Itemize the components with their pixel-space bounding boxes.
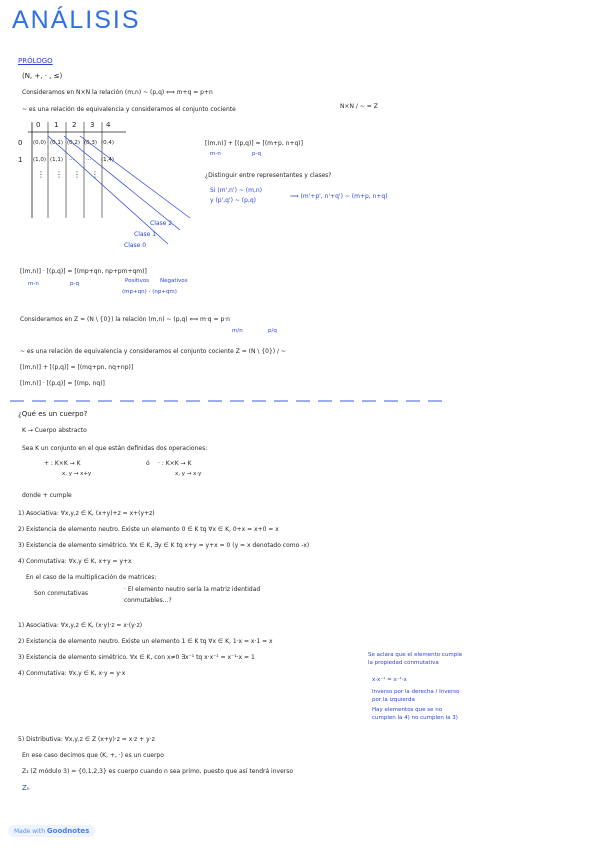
pairs-grid-diagram <box>8 118 198 258</box>
if-equiv-1: Si (m',n') ~ (m,n) <box>210 187 262 194</box>
col-header-1: 1 <box>54 121 59 129</box>
sum-property-1: 1) Asociativa: ∀x,y,z ∈ K, (x+y)+z = x+(y+z) <box>18 510 155 517</box>
sum-property-4: 4) Conmutativa: ∀x,y ∈ K, x+y = y+x <box>18 558 132 565</box>
dots-3: ⋮ <box>91 170 99 179</box>
operation-sum-map: x, y → x+y <box>62 471 92 477</box>
cell-0-1: (0,1) <box>50 140 64 146</box>
product-definition: [(m,n)] · [(p,q)] = [(mp+qn, np+pm+qm)] <box>20 268 147 275</box>
prologo-heading: PRÓLOGO <box>18 57 53 65</box>
z-sum-line: [(m,n)] + [(p,q)] = [(mq+pn, nq+np)] <box>20 364 134 371</box>
dots-2: ⋮ <box>73 170 81 179</box>
product-expression: (mp+qn) - (np+qm) <box>122 289 177 295</box>
cell-1-1: (1,1) <box>50 157 64 163</box>
operation-product: · : K×K → K <box>158 460 192 467</box>
negatives-label: Negativos <box>160 278 188 284</box>
cell-1-2: ··· <box>69 157 75 163</box>
sum-property-3: 3) Existencia de elemento simétrico. ∀x ∈ K, ∃y ∈ K tq x+y = y+x = 0 (y = x denotado como -x) <box>18 542 310 549</box>
class-label-1: Clase 1 <box>134 231 157 238</box>
cell-0-4: (0,4) <box>101 140 115 146</box>
col-header-2: 2 <box>72 121 77 129</box>
z-underlabel-1: m/n <box>232 328 243 334</box>
goodnotes-logo <box>8 825 95 837</box>
distributive-property: 5) Distributiva: ∀x,y,z ∈ Z (x+y)·z = x·z + y·z <box>18 736 155 743</box>
operation-sum: + : K×K → K <box>44 460 81 467</box>
cell-1-0: (1,0) <box>33 157 47 163</box>
cell-1-3: ··· <box>86 157 92 163</box>
sum-definition: [(m,n)] + [(p,q)] = [(m+p, n+q)] <box>205 140 303 147</box>
sum-underlabel-2: p-q <box>252 151 261 157</box>
or-text: ó <box>146 460 150 467</box>
if-equiv-2: y (p',q') ~ (p,q) <box>210 197 257 204</box>
sum-underlabel-1: m-n <box>210 151 221 157</box>
dots-1: ⋮ <box>55 170 63 179</box>
sum-property-2: 2) Existencia de elemento neutro. Existe un elemento 0 ∈ K tq ∀x ∈ K, 0+x = x+0 = x <box>18 526 279 533</box>
identity-matrix-note: · El elemento neutro sería la matriz identidad <box>124 586 261 593</box>
quotient-text: N×N / ~ = Z <box>340 103 378 110</box>
class-label-0: Clase 0 <box>124 242 147 249</box>
product-underlabel-2: p-q <box>70 281 79 287</box>
inverse-note: Se aclara que el elemento cumple la propiedad conmutativa <box>368 652 463 666</box>
positives-label: Positivos <box>125 278 150 284</box>
relation-line: Consideramos en N×N la relación (m,n) ~ (p,q) ⟺ m+q = p+n <box>22 89 213 96</box>
field-conclusion: En ese caso decimos que (K, +, ·) es un cuerpo <box>22 752 164 759</box>
equivalence-line: ~ es una relación de equivalencia y consideramos el conjunto cociente <box>22 106 236 113</box>
matrix-case: En el caso de la multiplicación de matrices: <box>26 574 157 581</box>
col-header-4: 4 <box>106 121 111 129</box>
structure-text: (N, +, · , ≤) <box>22 72 63 80</box>
product-underlabel-1: m-n <box>28 281 39 287</box>
cell-0-3: (0,3) <box>84 140 98 146</box>
conmutables-note: conmutables...? <box>124 597 172 604</box>
cell-0-0: (0,0) <box>33 140 47 146</box>
implies-equiv: ⟹ (m'+p', n'+q') ~ (m+p, n+q) <box>290 193 388 200</box>
abstract-field: K → Cuerpo abstracto <box>22 427 87 434</box>
representatives-question: ¿Distinguir entre representantes y clases? <box>205 172 332 179</box>
page-title: ANÁLISIS <box>12 6 141 34</box>
z-underlabel-2: p/q <box>268 328 277 334</box>
section-divider <box>10 398 450 404</box>
product-property-2: 2) Existencia de elemento neutro. Existe un elemento 1 ∈ K tq ∀x ∈ K, 1·x = x·1 = x <box>18 638 273 645</box>
z-equivalence-line: ~ es una relación de equivalencia y consideramos el conjunto cociente Z = (N \ {0}) / ~ <box>20 348 286 355</box>
made-with-text: Made with <box>14 828 45 835</box>
commutative-note: Son conmutativas <box>34 590 89 597</box>
z-relation-line: Consideramos en Z = (N \ {0}) la relación (m,n) ~ (p,q) ⟺ m·q = p·n <box>20 316 230 323</box>
set-definition: Sea K un conjunto en el que están definidas dos operaciones: <box>22 445 208 452</box>
operation-product-map: x, y → x·y <box>175 471 202 477</box>
where-sum-satisfies: donde + cumple <box>22 492 72 499</box>
col-header-3: 3 <box>90 121 95 129</box>
inverse-formula: x·x⁻¹ = x⁻¹·x <box>372 677 407 683</box>
z-product-line: [(m,n)] · [(p,q)] = [(mp, nq)] <box>20 380 105 387</box>
left-right-inverse-note: Inverso por la derecha / Inverso por la izquierda <box>372 689 460 703</box>
product-property-1: 1) Asociativa: ∀x,y,z ∈ K, (x·y)·z = x·(y·z) <box>18 622 143 629</box>
dots-0: ⋮ <box>37 170 45 179</box>
what-is-field: ¿Qué es un cuerpo? <box>18 410 88 418</box>
class-label-2: Clase 2 <box>150 220 173 227</box>
cell-1-4: (1,4) <box>101 157 115 163</box>
zp-field-note: Z₃ (Z módulo 3) = {0,1,2,3} es cuerpo cuando n sea primo, puesto que así tendrá inverso <box>22 768 294 775</box>
row-header-0: 0 <box>18 139 23 147</box>
product-property-3: 3) Existencia de elemento simétrico. ∀x ∈ K, con x≠0 ∃x⁻¹ tq x·x⁻¹ = x⁻¹·x = 1 <box>18 654 255 661</box>
cell-0-2: (0,2) <box>67 140 81 146</box>
product-property-4: 4) Conmutativa: ∀x,y ∈ K, x·y = y·x <box>18 670 126 677</box>
col-header-0: 0 <box>36 121 41 129</box>
brand-text: Goodnotes <box>46 827 90 835</box>
row-header-1: 1 <box>18 156 23 164</box>
zn-label: Zₙ <box>22 784 30 792</box>
class-line-1 <box>64 136 180 230</box>
commutative-exception-note: Hay elementos que se no cumplen la 4) no cumplen la 3) <box>372 707 458 721</box>
